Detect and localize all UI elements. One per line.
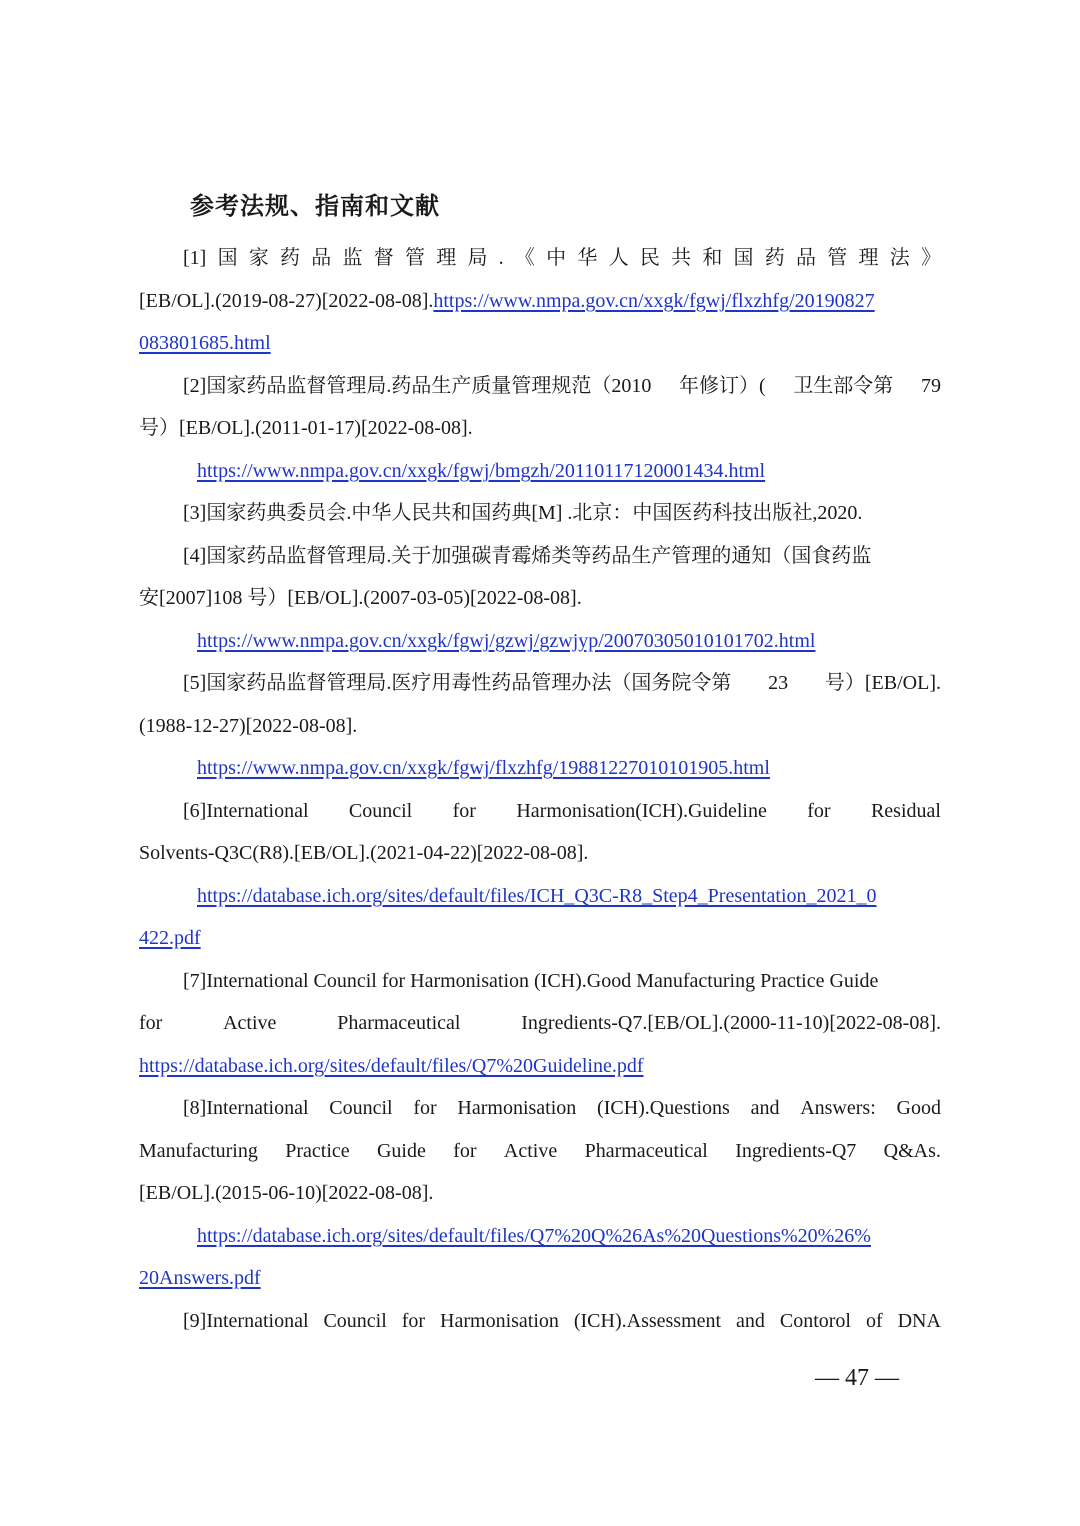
- ref-1-line-1-word: 局: [467, 247, 488, 269]
- ref-8-line-2-word: for: [453, 1140, 477, 1162]
- ref-6-line-1-word: [6]International: [183, 800, 309, 822]
- ref-8-line-4: [197, 1215, 941, 1257]
- ref-2-line-1: [183, 365, 941, 407]
- ref-8-line-2-word: Active: [503, 1140, 558, 1162]
- ref-1-line-1-word: 和: [702, 247, 723, 269]
- page-number: — 47 —: [815, 1365, 899, 1391]
- ref-8-line-1-word: [8]International: [183, 1097, 309, 1119]
- ref-5-link[interactable]: https://www.nmpa.gov.cn/xxgk/fgwj/flxzhfg/19881227010101905.html: [197, 757, 770, 779]
- ref-1-line-1-word: 管: [827, 247, 848, 269]
- ref-8-line-2-word: Q&As.: [883, 1140, 941, 1162]
- ref-2-line-1-word: 79: [920, 375, 941, 397]
- ref-8-line-1-word: Council: [329, 1097, 393, 1119]
- ref-1-line-1-word: [1]: [183, 247, 207, 269]
- ref-9-line-1-word: [9]International: [183, 1310, 309, 1332]
- ref-1-line-1-word: 》: [920, 247, 941, 269]
- ref-4-link[interactable]: https://www.nmpa.gov.cn/xxgk/fgwj/gzwj/gzwjyp/20070305010101702.html: [197, 630, 816, 652]
- ref-9-line-1-word: and: [736, 1310, 765, 1332]
- ref-7-line-2: [139, 1002, 941, 1044]
- ref-1-line-1-word: 药: [764, 247, 785, 269]
- ref-1-line-1-word: 国: [217, 247, 238, 269]
- ref-1-link[interactable]: https://www.nmpa.gov.cn/xxgk/fgwj/flxzhfg/20190827: [433, 290, 875, 312]
- ref-6-line-1: [183, 790, 941, 832]
- ref-9-line-1-word: Contorol: [779, 1310, 851, 1332]
- ref-8-line-2-word: Ingredients-Q7: [735, 1140, 857, 1162]
- ref-8-line-2-word: Manufacturing: [139, 1140, 258, 1162]
- ref-1-line-1-word: 共: [671, 247, 692, 269]
- ref-1-line-1-word: 人: [608, 247, 629, 269]
- ref-6-link-cont[interactable]: 422.pdf: [139, 927, 201, 949]
- ref-9-line-1-word: DNA: [897, 1310, 941, 1332]
- ref-1-line-1-word: 监: [342, 247, 363, 269]
- ref-2-link[interactable]: https://www.nmpa.gov.cn/xxgk/fgwj/bmgzh/20110117120001434.html: [197, 460, 766, 482]
- ref-1-line-1-word: 法: [889, 247, 910, 269]
- ref-8-line-1-word: for: [413, 1097, 437, 1119]
- ref-9-line-1-word: Council: [323, 1310, 387, 1332]
- ref-6-line-1-word: for: [452, 800, 476, 822]
- ref-5-line-1-word: 23: [768, 672, 789, 694]
- ref-6-link[interactable]: https://database.ich.org/sites/default/files/ICH_Q3C-R8_Step4_Presentation_2021_0: [197, 885, 877, 907]
- ref-9-line-1-word: (ICH).Assessment: [573, 1310, 722, 1332]
- ref-8-line-2-word: Guide: [376, 1140, 426, 1162]
- ref-8-line-2: [139, 1130, 941, 1172]
- ref-5-line-1: [183, 662, 941, 704]
- ref-8-link-cont[interactable]: 20Answers.pdf: [139, 1267, 261, 1289]
- ref-1-line-1-word: 华: [577, 247, 598, 269]
- ref-9-line-1-word: for: [401, 1310, 426, 1332]
- ref-9-line-1: [183, 1300, 941, 1342]
- ref-8-line-1-word: (ICH).Questions: [597, 1097, 730, 1119]
- ref-2-line-3: [197, 450, 941, 492]
- ref-9-line-1-word: of: [865, 1310, 883, 1332]
- ref-8-line-3: [EB/OL].(2015-06-10)[2022-08-08].: [139, 1182, 434, 1204]
- ref-7-line-2-word: for: [139, 1012, 163, 1034]
- ref-6-line-1-word: Council: [348, 800, 413, 822]
- section-heading: 参考法规、指南和文献: [190, 192, 440, 220]
- ref-1-line-1: [183, 237, 941, 279]
- ref-4-line-2: 安[2007]108 号）[EB/OL].(2007-03-05)[2022-08-08].: [139, 587, 582, 609]
- ref-1-line-1-word: 督: [373, 247, 394, 269]
- ref-3-line-1: [3]国家药典委员会.中华人民共和国药典[M] .北京：中国医药科技出版社,2020.: [183, 502, 863, 524]
- ref-1-line-1-word: 理: [436, 247, 457, 269]
- ref-8-line-2-word: Pharmaceutical: [584, 1140, 708, 1162]
- ref-8-line-1-word: Answers:: [800, 1097, 876, 1119]
- ref-1-line-1-word: 《: [514, 247, 535, 269]
- ref-2-line-1-word: [2]国家药品监督管理局.药品生产质量管理规范（2010: [183, 375, 652, 397]
- ref-2-line-1-word: 卫生部令第: [793, 375, 894, 397]
- ref-4-line-3: [197, 620, 941, 662]
- ref-1-link-cont[interactable]: 083801685.html: [139, 332, 271, 354]
- ref-8-line-2-word: Practice: [285, 1140, 350, 1162]
- ref-7-line-3: [139, 1045, 941, 1087]
- ref-1-line-1-word: 管: [404, 247, 425, 269]
- ref-7-line-2-word: Active: [223, 1012, 277, 1034]
- ref-5-line-2: (1988-12-27)[2022-08-08].: [139, 715, 358, 737]
- ref-6-line-3: [197, 875, 941, 917]
- ref-2-line-1-word: 年修订）(: [678, 375, 766, 397]
- ref-1-line-1-word: 药: [280, 247, 301, 269]
- ref-5-line-1-word: 号）[EB/OL].: [824, 672, 941, 694]
- ref-8-line-1-word: Good: [896, 1097, 941, 1119]
- ref-1-citation: [EB/OL].(2019-08-27)[2022-08-08].: [139, 290, 434, 312]
- ref-6-line-4: [139, 917, 941, 959]
- ref-8-link[interactable]: https://database.ich.org/sites/default/files/Q7%20Q%26As%20Questions%20%26%: [197, 1225, 871, 1247]
- ref-1-line-1-word: 理: [858, 247, 879, 269]
- ref-1-line-1-word: .: [498, 247, 504, 269]
- ref-6-line-1-word: Residual: [870, 800, 941, 822]
- ref-8-line-5: [139, 1257, 941, 1299]
- ref-7-line-2-word: Pharmaceutical: [337, 1012, 461, 1034]
- ref-6-line-2: Solvents-Q3C(R8).[EB/OL].(2021-04-22)[2022-08-08].: [139, 842, 589, 864]
- ref-4-line-1: [183, 535, 941, 577]
- ref-1-line-1-word: 民: [639, 247, 660, 269]
- ref-5-line-1-word: [5]国家药品监督管理局.医疗用毒性药品管理办法（国务院令第: [183, 672, 732, 694]
- ref-1-line-1-word: 国: [733, 247, 754, 269]
- ref-7-line-2-word: Ingredients-Q7.[EB/OL].(2000-11-10)[2022-08-08].: [521, 1012, 941, 1034]
- ref-8-line-1: [183, 1087, 941, 1129]
- ref-1-line-1-word: 品: [796, 247, 817, 269]
- ref-5-line-3: [197, 747, 941, 789]
- ref-7-link[interactable]: https://database.ich.org/sites/default/files/Q7%20Guideline.pdf: [139, 1055, 644, 1077]
- ref-1-line-1-word: 家: [248, 247, 269, 269]
- ref-6-line-1-word: Harmonisation(ICH).Guideline: [516, 800, 767, 822]
- ref-6-line-1-word: for: [807, 800, 831, 822]
- ref-9-line-1-word: Harmonisation: [440, 1310, 559, 1332]
- ref-1-line-1-word: 品: [311, 247, 332, 269]
- ref-7-line-1: [7]International Council for Harmonisation (ICH).Good Manufacturing Practice Guide: [183, 970, 879, 992]
- ref-1-line-1-word: 中: [546, 247, 567, 269]
- ref-4-line-1-word: [4]国家药品监督管理局.关于加强碳青霉烯类等药品生产管理的通知（国食药监: [183, 545, 872, 567]
- ref-8-line-1-word: Harmonisation: [457, 1097, 577, 1119]
- ref-2-line-2: 号）[EB/OL].(2011-01-17)[2022-08-08].: [139, 417, 473, 439]
- ref-1-line-3: [139, 322, 941, 364]
- ref-1-line-2: [139, 280, 941, 322]
- ref-8-line-1-word: and: [750, 1097, 780, 1119]
